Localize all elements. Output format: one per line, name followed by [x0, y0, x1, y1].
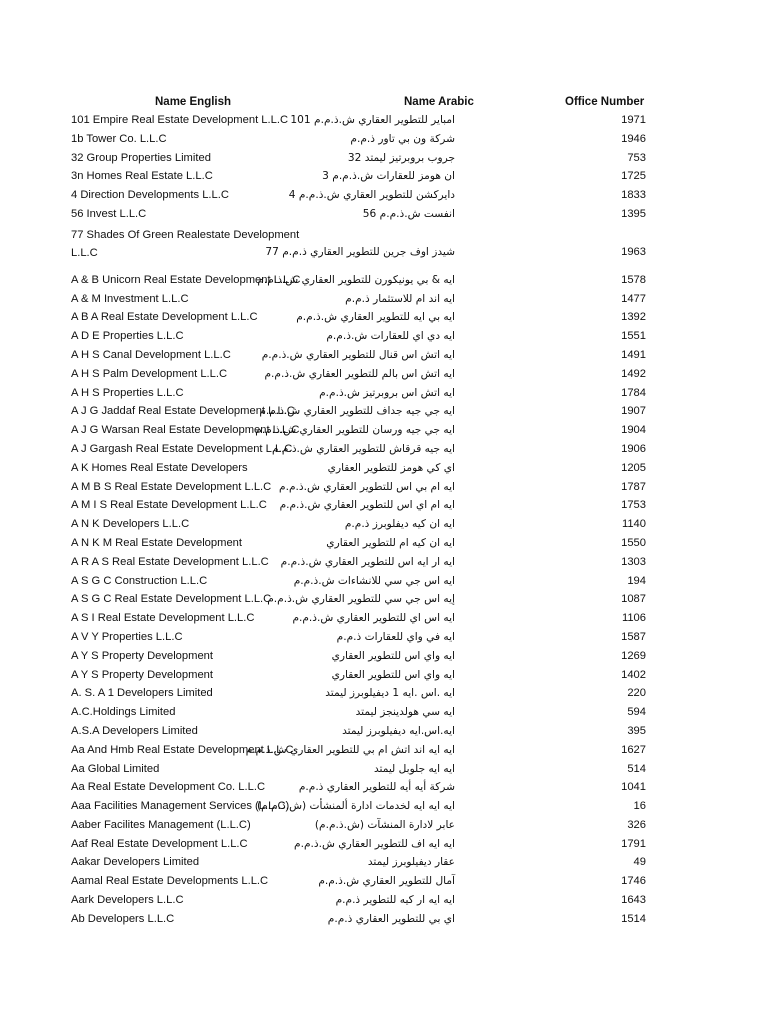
company-name-arabic: جروب بروبرتيز ليمتد 32 — [347, 151, 455, 164]
office-number: 1725 — [621, 170, 646, 183]
office-number: 594 — [627, 706, 646, 719]
company-name-arabic: عابر لادارة المنشآت (ش.ذ.م.م) — [314, 818, 455, 831]
company-name-english: A. S. A 1 Developers Limited — [71, 687, 213, 700]
office-number: 1492 — [621, 367, 646, 380]
company-name-english: A M I S Real Estate Development L.L.C — [71, 499, 267, 512]
table-row — [0, 329, 768, 348]
office-number: 49 — [633, 856, 646, 869]
office-number: 1395 — [621, 207, 646, 220]
company-name-arabic: اي كي هومز للتطوير العقاري — [327, 461, 455, 474]
office-number: 1833 — [621, 189, 646, 202]
table-row — [0, 207, 768, 226]
office-number: 1106 — [621, 612, 646, 625]
header-office-number: Office Number — [565, 96, 645, 108]
office-number: 514 — [627, 762, 646, 775]
company-name-english: A S I Real Estate Development L.L.C — [71, 612, 255, 625]
company-name-english: A D E Properties L.L.C — [71, 330, 184, 343]
company-name-english: Aaber Facilites Management (L.L.C) — [71, 818, 251, 831]
office-number: 395 — [627, 724, 646, 737]
office-number: 1514 — [621, 912, 646, 925]
company-name-english: A K Homes Real Estate Developers — [71, 461, 248, 474]
company-name-arabic: ايه & بي يونيكورن للتطوير العقاري ش.ذ.م.م — [257, 273, 455, 286]
company-name-english: A & M Investment L.L.C — [71, 292, 189, 305]
table-row — [0, 912, 768, 931]
table-row — [0, 818, 768, 837]
company-name-english: A B A Real Estate Development L.L.C — [71, 311, 258, 324]
table-row — [0, 799, 768, 818]
table-row — [0, 480, 768, 499]
company-name-english: 32 Group Properties Limited — [71, 151, 211, 164]
company-name-english: Aa And Hmb Real Estate Development L.L.C — [71, 743, 294, 756]
table-row — [0, 649, 768, 668]
office-number: 1784 — [621, 386, 646, 399]
office-number: 1477 — [621, 292, 646, 305]
office-number: 1906 — [621, 442, 646, 455]
company-name-english: A N K Developers L.L.C — [71, 518, 190, 531]
office-number: 1753 — [621, 499, 646, 512]
table-row — [0, 555, 768, 574]
table-row — [0, 517, 768, 536]
company-name-english: 77 Shades Of Green Realestate Development L.L.C — [71, 228, 300, 260]
company-name-arabic: ايه ام اي اس للتطوير العقاري ش.ذ.م.م — [279, 499, 455, 512]
company-name-arabic: ايه ان كيه ام للتطوير العقاري — [326, 536, 455, 549]
office-number: 1550 — [621, 536, 646, 549]
table-row — [0, 855, 768, 874]
table-row — [0, 780, 768, 799]
company-name-english: Aaf Real Estate Development L.L.C — [71, 837, 248, 850]
company-name-arabic: ايه اس جي سي للانشاءات ش.ذ.م.م — [293, 574, 455, 587]
table-row — [0, 226, 768, 273]
company-name-arabic: ايه بي ايه للتطوير العقاري ش.ذ.م.م — [296, 311, 455, 324]
company-name-english: A V Y Properties L.L.C — [71, 630, 183, 643]
company-name-arabic: عقار ديفيلوبرز ليمتد — [367, 856, 455, 869]
company-name-arabic: ايه اند ام للاستثمار ذ.م.م — [345, 292, 455, 305]
table-row — [0, 498, 768, 517]
office-number: 1627 — [621, 743, 646, 756]
table-row — [0, 169, 768, 188]
office-number: 16 — [633, 800, 646, 813]
company-name-arabic: ايه ان كيه ديفلوبرز ذ.م.م — [344, 518, 455, 531]
table-row — [0, 386, 768, 405]
table-row — [0, 310, 768, 329]
office-number: 1205 — [621, 461, 646, 474]
company-name-english: 1b Tower Co. L.L.C — [71, 132, 167, 145]
office-number: 753 — [627, 151, 646, 164]
table-row — [0, 113, 768, 132]
table-row — [0, 762, 768, 781]
company-name-english: A J G Jaddaf Real Estate Development L.L.C — [71, 405, 295, 418]
company-name-english: Aa Real Estate Development Co. L.L.C — [71, 781, 266, 794]
company-name-english: 4 Direction Developments L.L.C — [71, 189, 229, 202]
company-name-english: Aakar Developers Limited — [71, 856, 200, 869]
company-name-arabic: انفست ش.ذ.م.م 56 — [362, 207, 455, 220]
company-name-arabic: ايه في واي للعقارات ذ.م.م — [336, 630, 455, 643]
office-number: 1140 — [621, 518, 646, 531]
company-name-arabic: آمال للتطوير العقاري ش.ذ.م.م — [318, 875, 455, 888]
company-name-arabic: ايه واي اس للتطوير العقاري — [331, 668, 455, 681]
company-name-arabic: ايه ايه ايه لخدمات ادارة ألمنشأت (ش.ذ.م.م) — [257, 800, 455, 813]
header-name-english: Name English — [155, 96, 232, 108]
table-row — [0, 151, 768, 170]
table-row — [0, 743, 768, 762]
company-name-english: Aaa Facilities Management Services (L.L.C) — [71, 800, 290, 813]
table-row — [0, 705, 768, 724]
company-name-english: A S G C Construction L.L.C — [71, 574, 208, 587]
company-name-arabic: إيه اس جي سي للتطوير العقاري ش.ذ.م.م — [267, 593, 455, 606]
office-number: 1746 — [621, 875, 646, 888]
table-row — [0, 348, 768, 367]
company-name-english: A H S Properties L.L.C — [71, 386, 184, 399]
office-number: 1787 — [621, 480, 646, 493]
office-number: 1587 — [621, 630, 646, 643]
company-name-arabic: ايه ايه جلوبل ليمتد — [373, 762, 455, 775]
company-name-arabic: ايه ار ايه اس للتطوير العقاري ش.ذ.م.م — [280, 555, 455, 568]
company-name-arabic: ايه سي هولدينجز ليمتد — [355, 706, 455, 719]
table-row — [0, 273, 768, 292]
table-row — [0, 592, 768, 611]
company-name-english: A S G C Real Estate Development L.L.C — [71, 593, 272, 606]
table-body — [0, 113, 768, 931]
table-row — [0, 423, 768, 442]
table-row — [0, 574, 768, 593]
company-name-arabic: شركة ون بي تاور ذ.م.م — [350, 132, 455, 145]
company-name-english: A Y S Property Development — [71, 668, 213, 681]
table-row — [0, 292, 768, 311]
company-name-arabic: ان هومز للعقارات ش.ذ.م.م 3 — [322, 170, 455, 183]
company-name-english: A & B Unicorn Real Estate Development L.L.C — [71, 273, 301, 286]
company-name-english: Aamal Real Estate Developments L.L.C — [71, 875, 269, 888]
company-name-arabic: ايه جي جيه ورسان للتطوير العقاري ش.ذ.م.م — [255, 424, 455, 437]
table-row — [0, 442, 768, 461]
company-name-arabic: ايه ايه اند اتش ام بي للتطوير العقاري ش.ذ.م.م — [245, 743, 455, 756]
table-row — [0, 461, 768, 480]
company-name-arabic: ايه واي اس للتطوير العقاري — [331, 649, 455, 662]
company-name-english: Aark Developers L.L.C — [71, 894, 184, 907]
office-number: 1087 — [621, 593, 646, 606]
company-name-arabic: ايه دي اي للعقارات ش.ذ.م.م — [326, 330, 455, 343]
office-number: 1904 — [621, 424, 646, 437]
table-row — [0, 132, 768, 151]
company-name-arabic: ايه جيه قرقاش للتطوير العقاري ش.ذ.م.م — [271, 442, 455, 455]
table-row — [0, 668, 768, 687]
office-number: 1269 — [621, 649, 646, 662]
company-name-english: A Y S Property Development — [71, 649, 213, 662]
company-name-english: 3n Homes Real Estate L.L.C — [71, 170, 213, 183]
company-name-english: 101 Empire Real Estate Development L.L.C — [71, 114, 289, 126]
office-number: 1041 — [621, 781, 646, 794]
header-name-arabic: Name Arabic — [404, 96, 474, 108]
office-number: 326 — [627, 818, 646, 831]
company-name-arabic: شركة أيه أيه للتطوير العقاري ذ.م.م — [298, 781, 455, 794]
office-number: 1643 — [621, 894, 646, 907]
company-name-english: A R A S Real Estate Development L.L.C — [71, 555, 269, 568]
company-name-english: A H S Canal Development L.L.C — [71, 348, 231, 361]
company-name-english: A.C.Holdings Limited — [71, 706, 176, 719]
company-name-arabic: اي بي للتطوير العقاري ذ.م.م — [327, 912, 455, 925]
table-row — [0, 367, 768, 386]
office-number: 1946 — [621, 132, 646, 145]
company-name-arabic: ايه اتش اس بروبرتيز ش.ذ.م.م — [319, 386, 455, 399]
table-row — [0, 188, 768, 207]
company-name-arabic: ايه.اس.ايه ديفيلوبرز ليمتد — [342, 724, 455, 737]
company-name-english: A.S.A Developers Limited — [71, 724, 198, 737]
office-number: 1971 — [621, 114, 646, 126]
company-name-arabic: ايه جي جيه جداف للتطوير العقاري ش.ذ.م.م — [259, 405, 455, 418]
company-name-english: A N K M Real Estate Development — [71, 536, 242, 549]
office-number: 1791 — [621, 837, 646, 850]
company-name-english: 56 Invest L.L.C — [71, 207, 147, 220]
office-number: 1907 — [621, 405, 646, 418]
office-number: 1402 — [621, 668, 646, 681]
table-row — [0, 611, 768, 630]
office-number: 1578 — [621, 273, 646, 286]
table-row — [0, 536, 768, 555]
company-name-english: Ab Developers L.L.C — [71, 912, 175, 925]
office-number: 1392 — [621, 311, 646, 324]
company-name-arabic: امباير للتطوير العقاري ش.ذ.م.م 101 — [290, 114, 455, 126]
company-name-arabic: ايه .اس .ايه 1 ديفيلوبرز ليمتد — [325, 687, 455, 700]
company-name-english: A H S Palm Development L.L.C — [71, 367, 228, 380]
company-name-arabic: ايه اتش اس قنال للتطوير العقاري ش.ذ.م.م — [261, 348, 455, 361]
company-name-english: A J G Warsan Real Estate Development L.L.C — [71, 424, 300, 437]
office-number: 1303 — [621, 555, 646, 568]
table-row — [0, 686, 768, 705]
company-name-arabic: ايه ايه اف للتطوير العقاري ش.ذ.م.م — [294, 837, 455, 850]
table-header — [0, 96, 768, 112]
company-name-english: Aa Global Limited — [71, 762, 160, 775]
office-number: 1963 — [621, 245, 646, 258]
office-number: 1551 — [621, 330, 646, 343]
company-name-arabic: ايه ام بي اس للتطوير العقاري ش.ذ.م.م — [279, 480, 455, 493]
company-name-english: A M B S Real Estate Development L.L.C — [71, 480, 272, 493]
company-name-english: A J Gargash Real Estate Development L.L.C — [71, 442, 293, 455]
company-name-arabic: ايه ايه ار كيه للتطوير ذ.م.م — [335, 894, 455, 907]
company-name-arabic: دايركشن للتطوير العقاري ش.ذ.م.م 4 — [288, 189, 455, 202]
office-number: 1491 — [621, 348, 646, 361]
company-name-arabic: شيدز اوف جرين للتطوير العقاري ذ.م.م 77 — [265, 245, 455, 258]
company-name-arabic: ايه اتش اس بالم للتطوير العقاري ش.ذ.م.م — [264, 367, 455, 380]
office-number: 220 — [627, 687, 646, 700]
table-row — [0, 404, 768, 423]
table-row — [0, 724, 768, 743]
office-number: 194 — [627, 574, 646, 587]
table-row — [0, 874, 768, 893]
company-name-arabic: ايه اس اي للتطوير العقاري ش.ذ.م.م — [292, 612, 455, 625]
table-row — [0, 893, 768, 912]
table-row — [0, 837, 768, 856]
table-row — [0, 630, 768, 649]
